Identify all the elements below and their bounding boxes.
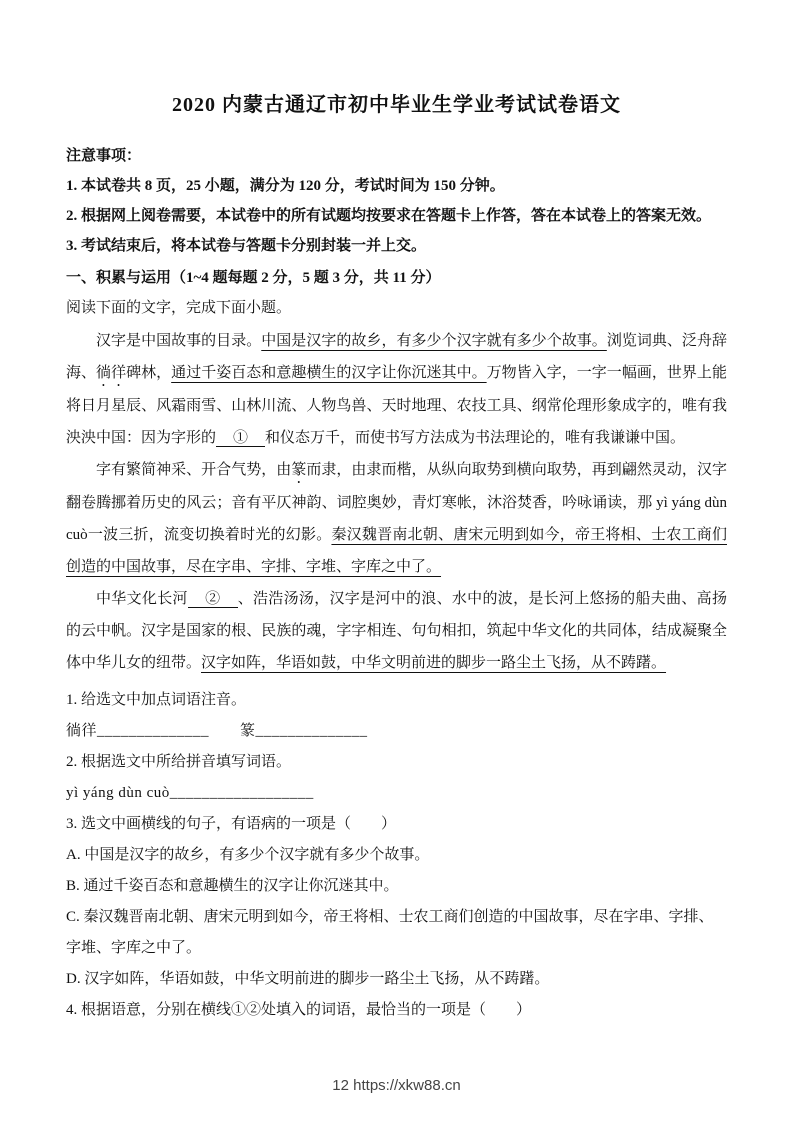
answer-blank-line: yì yáng dùn cuò__________________: [66, 785, 314, 801]
question-stem: 1. 给选文中加点词语注音。: [66, 692, 247, 708]
passage-text: 浏览词典、泛舟辞海、: [66, 333, 727, 381]
notice-item: 2. 根据网上阅卷需要，本试卷中的所有试题均按要求在答题卡上作答，答在本试卷上的答案无效。: [66, 208, 712, 224]
passage-paragraph: [66, 454, 727, 583]
passage-text: 中华文化长河: [96, 591, 188, 607]
notice-heading: 注意事项：: [66, 148, 142, 164]
underlined-sentence: 汉字如阵，华语如鼓，中华文明前进的脚步一路尘土飞扬，从不踌躇。: [201, 655, 667, 671]
question-option: D. 汉字如阵，华语如鼓，中华文明前进的脚步一路尘土飞扬，从不踌躇。: [66, 971, 550, 987]
passage-text: 和仪态万千，而使书写方法成为书法理论的，唯有我谦谦中国。: [265, 430, 686, 446]
questions: [66, 685, 727, 1026]
passage-text: 万物皆入字，一字一幅画，世界上能将日月星辰、风霜雨雪、山林川流、人物鸟兽、天时地理、农技工具、纲常伦理形象成字的，唯有我泱泱中国：因为字形的: [66, 365, 727, 446]
passage: [66, 325, 727, 679]
question-option: C. 秦汉魏晋南北朝、唐宋元明到如今，帝王将相、士农工商们创造的中国故事，尽在字串、字排、字堆、字库之中了。: [66, 909, 714, 956]
passage-text: 、浩浩汤汤，汉字是河中的浪、水中的波，是长河上悠扬的船夫曲、高扬的云中帆。汉字是国家的根、民族的魂，字字相连、句句相扣，筑起中华文化的共同体，结成凝聚全体中华儿女的纽带。: [66, 591, 727, 671]
notice-item: 1. 本试卷共 8 页，25 小题，满分为 120 分，考试时间为 150 分钟。: [66, 178, 505, 194]
passage-text: 碑林，: [126, 365, 172, 381]
passage-text: 汉字是中国故事的目录。: [96, 333, 262, 349]
passage-paragraph: [66, 325, 727, 454]
answer-blank-line: 徜徉______________ 篆______________: [66, 723, 368, 739]
question-stem: 4. 根据语意，分别在横线①②处填入的词语，最恰当的一项是（ ）: [66, 1002, 532, 1018]
question-option: B. 通过千姿百态和意趣横生的汉字让你沉迷其中。: [66, 878, 399, 894]
underlined-sentence: 通过千姿百态和意趣横生的汉字让你沉迷其中。: [171, 365, 487, 381]
fill-in-blank: ②: [189, 591, 236, 607]
fill-in-blank: ①: [218, 430, 264, 446]
notice-list: [66, 171, 727, 261]
section-heading: 一、积累与运用（1~4 题每题 2 分，5 题 3 分，共 11 分）: [66, 270, 441, 286]
page-title: 2020 内蒙古通辽市初中毕业生学业考试试卷语文: [172, 94, 621, 116]
underlined-sentence: 秦汉魏晋南北朝、唐宋元明到如今，帝王将相、士农工商们创造的中国故事，尽在字串、字排、字堆、字库之中了。: [66, 527, 727, 575]
notice-item: 3. 考试结束后，将本试卷与答题卡分别封装一并上交。: [66, 238, 427, 254]
question-stem: 2. 根据选文中所给拼音填写词语。: [66, 754, 292, 770]
passage-intro: 阅读下面的文字，完成下面小题。: [66, 300, 292, 316]
passage-text: 字有繁简神采、开合气势，由: [96, 462, 292, 478]
passage-text: 而隶，由隶而楷，从纵向取势到横向取势，再到翩然灵动，汉字翻卷腾挪着历史的风云；音有平仄神韵、词腔奥妙，青灯寒帐，沐浴焚香，吟咏诵读，那 yì yáng dùn cuò一波三折，流变切换着时光的幻影。: [66, 462, 727, 543]
underlined-sentence: 中国是汉字的故乡，有多少个汉字就有多少个故事。: [261, 333, 607, 349]
question-option: A. 中国是汉字的故乡，有多少个汉字就有多少个故事。: [66, 847, 430, 863]
page-footer: 12 https://xkw88.cn: [332, 1077, 461, 1094]
question-stem: 3. 选文中画横线的句子，有语病的一项是（ ）: [66, 816, 397, 832]
passage-paragraph: [66, 583, 727, 679]
emphasized-word: 篆: [291, 462, 307, 478]
emphasized-word: 徜徉: [96, 365, 127, 381]
